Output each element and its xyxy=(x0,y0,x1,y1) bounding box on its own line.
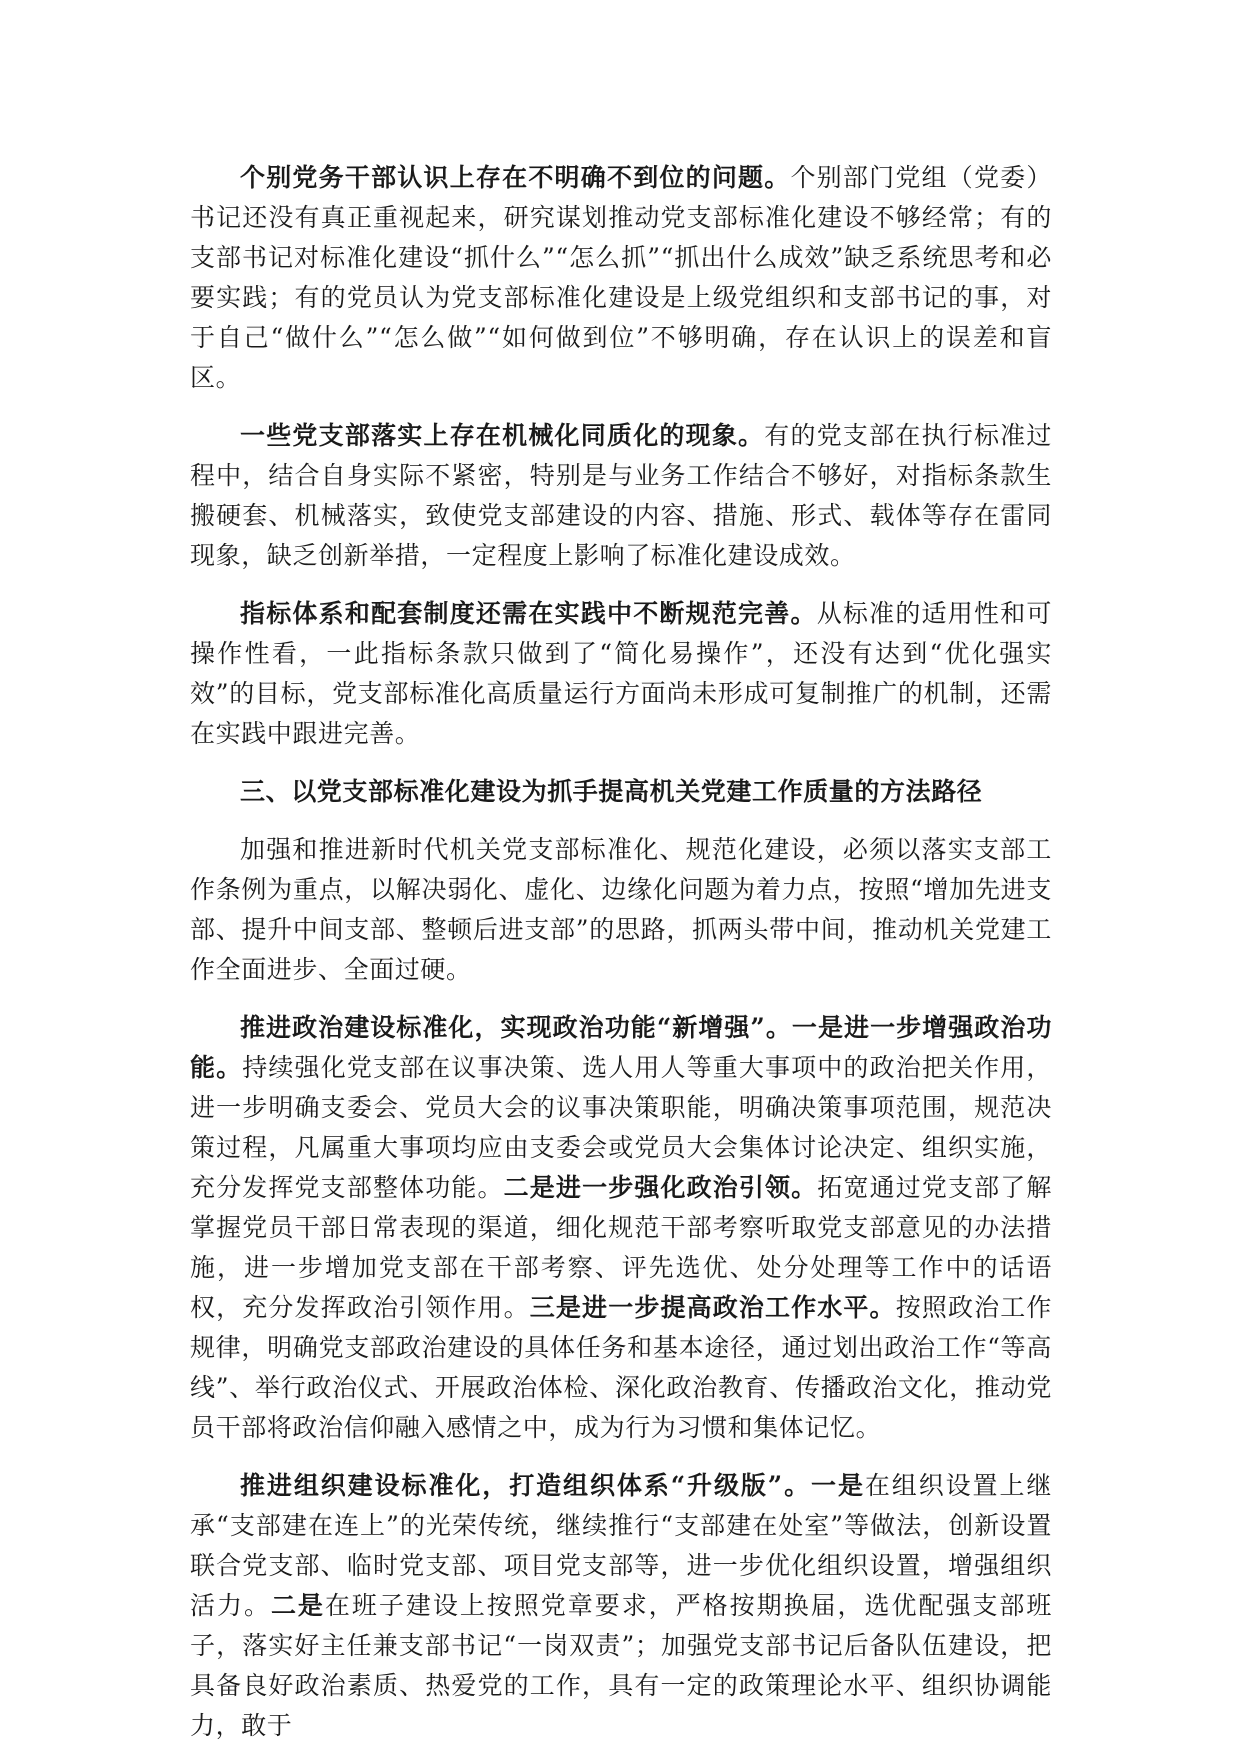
paragraph-text: 有的党支部在执行标准过程中，结合自身实际不紧密，特别是与业务工作结合不够好，对指标条款生搬硬套、机械落实，致使党支部建设的内容、措施、形式、载体等存在雷同现象，缺乏创新举措，一定程度上影响了标准化建设成效。 xyxy=(190,421,1052,570)
paragraph-intro: 加强和推进新时代机关党支部标准化、规范化建设，必须以落实支部工作条例为重点，以解决弱化、虚化、边缘化问题为着力点，按照“增加先进支部、提升中间支部、整顿后进支部”的思路，抓两头带中间，推动机关党建工作全面进步、全面过硬。 xyxy=(190,835,1052,984)
paragraph-cognition-issue xyxy=(190,158,1052,398)
paragraph-lead: 个别党务干部认识上存在不明确不到位的问题。 xyxy=(240,163,791,192)
paragraph-lead: 推进政治建设标准化，实现政治功能“新增强”。 xyxy=(240,1013,792,1042)
point-two-text: 在班子建设上按照党章要求，严格按期换届，选优配强支部班子，落实好主任兼支部书记“一岗双责”；加强党支部书记后备队伍建设，把具备良好政治素质、热爱党的工作，具有一定的政策理论水平、组织协调能力，敢于 xyxy=(190,1591,1053,1740)
paragraph-lead: 一些党支部落实上存在机械化同质化的现象。 xyxy=(240,421,765,450)
point-one-lead: 一是 xyxy=(811,1471,865,1500)
point-three-lead: 三是进一步提高政治工作水平。 xyxy=(529,1293,896,1322)
section-heading: 三、以党支部标准化建设为抓手提高机关党建工作质量的方法路径 xyxy=(240,777,983,806)
point-one-text: 持续强化党支部在议事决策、选人用人等重大事项中的政治把关作用，进一步明确支委会、党员大会的议事决策职能，明确决策事项范围，规范决策过程，凡属重大事项均应由支委会或党员大会集体讨论决定、组织实施，充分发挥党支部整体功能。 xyxy=(190,1053,1052,1202)
paragraph-lead: 推进组织建设标准化，打造组织体系“升级版”。 xyxy=(240,1471,812,1500)
point-one-lead: 一是进一步增强政治功能。 xyxy=(190,1013,1052,1082)
paragraph-text: 个别部门党组（党委）书记还没有真正重视起来，研究谋划推动党支部标准化建设不够经常；有的支部书记对标准化建设“抓什么”“怎么抓”“抓出什么成效”缺乏系统思考和必要实践；有的党员认为党支部标准化建设是上级党组织和支部书记的事，对于自己“做什么”“怎么做”“如何做到位”不够明确，存在认识上的误差和盲区。 xyxy=(190,163,1052,392)
point-two-lead: 二是 xyxy=(270,1591,325,1620)
document-body xyxy=(190,158,1052,1764)
paragraph-lead: 指标体系和配套制度还需在实践中不断规范完善。 xyxy=(240,599,817,628)
paragraph-index-system-issue xyxy=(190,594,1052,754)
paragraph-mechanical-issue xyxy=(190,416,1052,576)
paragraph-political-construction xyxy=(190,1008,1052,1448)
point-two-text: 拓宽通过党支部了解掌握党员干部日常表现的渠道，细化规范干部考察听取党支部意见的办法措施，进一步增加党支部在干部考察、评先选优、处分处理等工作中的话语权，充分发挥政治引领作用。 xyxy=(190,1173,1053,1322)
paragraph-text: 从标准的适用性和可操作性看，一此指标条款只做到了“简化易操作”，还没有达到“优化强实效”的目标，党支部标准化高质量运行方面尚未形成可复制推广的机制，还需在实践中跟进完善。 xyxy=(190,599,1053,748)
point-one-text: 在组织设置上继承“支部建在连上”的光荣传统，继续推行“支部建在处室”等做法，创新设置联合党支部、临时党支部、项目党支部等，进一步优化组织设置，增强组织活力。 xyxy=(190,1471,1053,1620)
point-two-lead: 二是进一步强化政治引领。 xyxy=(503,1173,818,1202)
point-three-text: 按照政治工作规律，明确党支部政治建设的具体任务和基本途径，通过划出政治工作“等高线”、举行政治仪式、开展政治体检、深化政治教育、传播政治文化，推动党员干部将政治信仰融入感情之中，成为行为习惯和集体记忆。 xyxy=(190,1293,1052,1442)
paragraph-organization-construction xyxy=(190,1466,1052,1746)
